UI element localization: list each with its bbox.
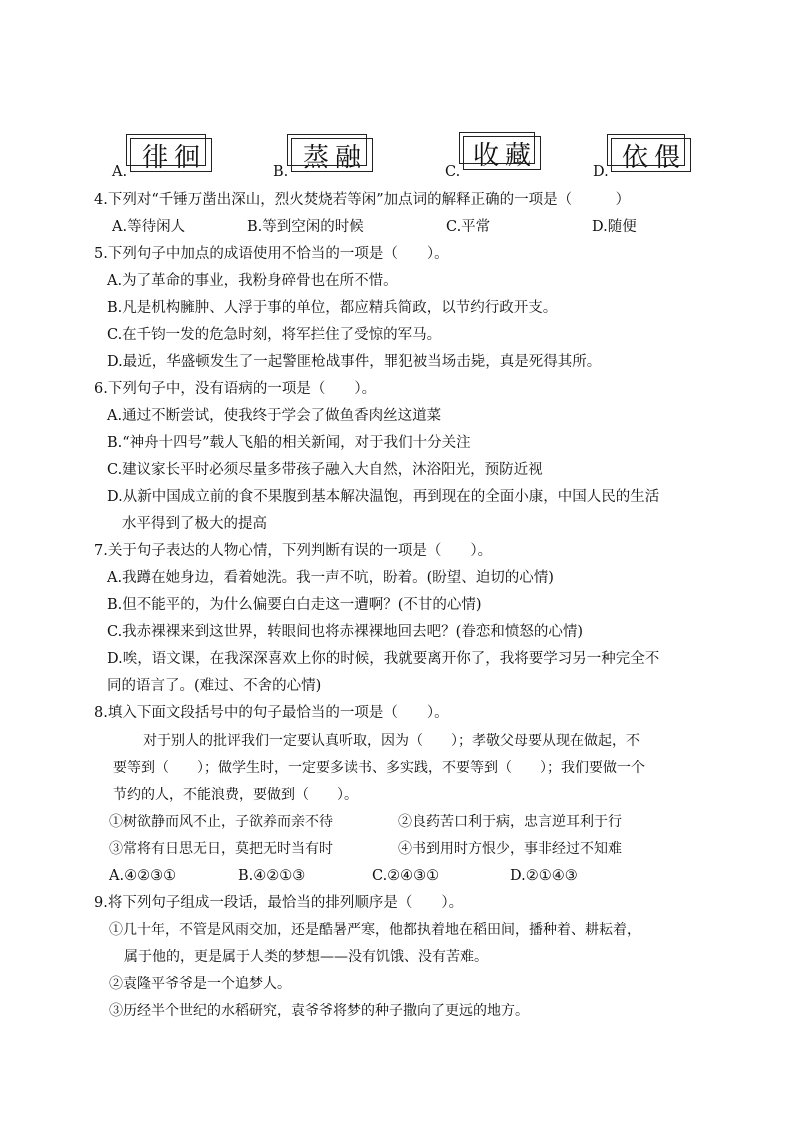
q3-option-d-chars: 依偎 xyxy=(621,142,686,173)
q4-option-a[interactable]: A.等待闲人 xyxy=(112,219,186,235)
q7-option-d-cont: 同的语言了。(难过、不舍的心情) xyxy=(107,678,322,694)
q8-option-b[interactable]: B.④②①③ xyxy=(238,868,306,884)
q6-stem: 6.下列句子中，没有语病的一项是（ ）。 xyxy=(94,381,377,397)
q4-stem: 4.下列对“千锤万凿出深山，烈火焚烧若等闲”加点词的解释正确的一项是（ ） xyxy=(94,192,631,208)
q3-option-c-box[interactable] xyxy=(463,136,541,170)
q4-option-b[interactable]: B.等到空闲的时候 xyxy=(247,219,364,235)
q8-passage-line: 节约的人，不能浪费，要做到（ ）。 xyxy=(113,787,358,803)
q3-option-a-box[interactable] xyxy=(130,138,212,172)
q7-option-c[interactable]: C.我赤裸裸来到这世界，转眼间也将赤裸裸地回去吧？(眷恋和愤怒的心情) xyxy=(107,624,583,640)
q6-option-d-cont: 水平得到了极大的提高 xyxy=(122,516,267,532)
q8-option-c[interactable]: C.②④③① xyxy=(372,868,440,884)
q7-option-b[interactable]: B.但不能平的，为什么偏要白白走这一遭啊？(不甘的心情) xyxy=(107,597,482,613)
q9-sentence-2: ②袁隆平爷爷是一个追梦人。 xyxy=(109,976,291,992)
q8-sentence-1: ①树欲静而风不止，子欲养而亲不待 xyxy=(109,814,333,830)
q3-option-d-box[interactable] xyxy=(611,138,691,172)
q5-stem: 5.下列句子中加点的成语使用不恰当的一项是（ ）。 xyxy=(94,246,449,262)
q8-option-d[interactable]: D.②①④③ xyxy=(510,868,578,884)
q3-option-c-letter: C. xyxy=(445,164,461,180)
q5-option-a[interactable]: A.为了革命的事业，我粉身碎骨也在所不惜。 xyxy=(107,273,398,289)
q6-option-d[interactable]: D.从新中国成立前的食不果腹到基本解决温饱，再到现在的全面小康，中国人民的生活 xyxy=(107,489,660,505)
q8-sentence-4: ④书到用时方恨少，事非经过不知难 xyxy=(398,841,622,857)
q6-option-b[interactable]: B.“神舟十四号”载人飞船的相关新闻，对于我们十分关注 xyxy=(107,435,471,451)
q8-passage-line: 要等到（ ）；做学生时，一定要多读书、多实践，不要等到（ ）；我们要做一个 xyxy=(113,760,645,776)
q8-sentence-3: ③常将有日思无日，莫把无时当有时 xyxy=(109,841,333,857)
q8-passage-line: 对于别人的批评我们一定要认真听取，因为（ ）；孝敬父母要从现在做起，不 xyxy=(143,733,640,749)
q3-option-b-letter: B. xyxy=(273,164,289,180)
q7-option-d[interactable]: D.唉，语文课，在我深深喜欢上你的时候，我就要离开你了，我将要学习另一种完全不 xyxy=(107,651,660,667)
q5-option-c[interactable]: C.在千钧一发的危急时刻，将军拦住了受惊的军马。 xyxy=(107,327,442,343)
q3-option-a-chars: 徘徊 xyxy=(141,142,206,173)
q7-stem: 7.关于句子表达的人物心情，下列判断有误的一项是（ ）。 xyxy=(94,543,493,559)
q9-sentence-3: ③历经半个世纪的水稻研究，袁爷爷将梦的种子撒向了更远的地方。 xyxy=(109,1003,529,1019)
q6-option-a[interactable]: A.通过不断尝试，使我终于学会了做鱼香肉丝这道菜 xyxy=(107,408,442,424)
q8-option-a[interactable]: A.④②③① xyxy=(109,868,177,884)
q3-option-c-chars: 收藏 xyxy=(472,140,537,171)
q9-stem: 9.将下列句子组成一段话，最恰当的排列顺序是（ ）。 xyxy=(94,895,464,911)
q6-option-c[interactable]: C.建议家长平时必须尽量多带孩子融入大自然，沐浴阳光，预防近视 xyxy=(107,462,543,478)
q4-option-d[interactable]: D.随便 xyxy=(592,219,637,235)
q8-stem: 8.填入下面文段括号中的句子最恰当的一项是（ ）。 xyxy=(94,705,449,721)
q3-option-d-letter: D. xyxy=(593,164,609,180)
q5-option-b[interactable]: B.凡是机构臃肿、人浮于事的单位，都应精兵简政，以节约行政开支。 xyxy=(107,300,558,316)
q5-option-d[interactable]: D.最近，华盛顿发生了一起警匪枪战事件，罪犯被当场击毙，真是死得其所。 xyxy=(107,354,602,370)
q9-sentence-1-cont: 属于他的，更是属于人类的梦想——没有饥饿、没有苦难。 xyxy=(124,949,488,965)
q7-option-a[interactable]: A.我蹲在她身边，看着她洗。我一声不吭，盼着。(盼望、迫切的心情) xyxy=(107,570,554,586)
q9-sentence-1: ①几十年，不管是风雨交加，还是酷暑严寒，他都执着地在稻田间，播种着、耕耘着， xyxy=(109,922,641,938)
q8-sentence-2: ②良药苦口利于病，忠言逆耳利于行 xyxy=(398,814,622,830)
q3-option-b-box[interactable] xyxy=(291,138,373,172)
q3-option-b-chars: 蒸融 xyxy=(302,142,367,173)
q3-option-a-letter: A. xyxy=(112,164,128,180)
q4-option-c[interactable]: C.平常 xyxy=(446,219,491,235)
